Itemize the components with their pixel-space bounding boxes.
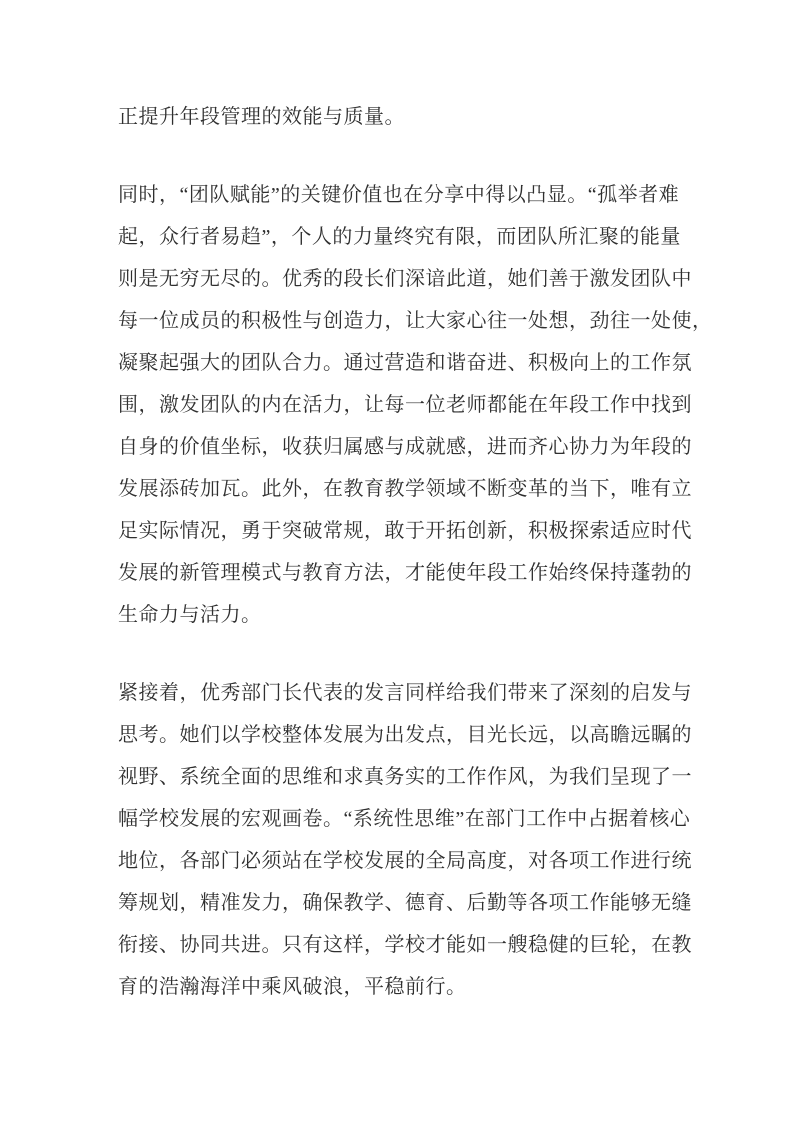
- text-line: 凝聚起强大的团队合力。通过营造和谐奋进、积极向上的工作氛: [118, 352, 692, 374]
- text-line: 发展的新管理模式与教育方法，才能使年段工作始终保持蓬勃的: [118, 562, 692, 584]
- text-line: 同时，“团队赋能”的关键价值也在分享中得以凸显。“孤举者难: [118, 184, 680, 206]
- text-line: 紧接着，优秀部门长代表的发言同样给我们带来了深刻的启发与: [118, 682, 692, 704]
- paragraph-3: [118, 672, 692, 1008]
- text-line: 筹规划，精准发力，确保教学、德育、后勤等各项工作能够无缝: [118, 892, 692, 914]
- text-line: 发展添砖加瓦。此外，在教育教学领域不断变革的当下，唯有立: [118, 478, 692, 500]
- text-line: 起，众行者易趋”，个人的力量终究有限，而团队所汇聚的能量: [118, 226, 681, 248]
- text-line: 足实际情况，勇于突破常规，敢于开拓创新，积极探索适应时代: [118, 520, 692, 542]
- text-line: 每一位成员的积极性与创造力，让大家心往一处想，劲往一处使，: [118, 310, 713, 332]
- text-line: 自身的价值坐标，收获归属感与成就感，进而齐心协力为年段的: [118, 436, 692, 458]
- text-line: 视野、系统全面的思维和求真务实的工作作风，为我们呈现了一: [118, 766, 692, 788]
- paragraph-2: [118, 174, 713, 636]
- text-line: 正提升年段管理的效能与质量。: [118, 106, 405, 128]
- paragraph-1: [118, 96, 675, 138]
- text-line: 衔接、协同共进。只有这样，学校才能如一艘稳健的巨轮，在教: [118, 934, 692, 956]
- text-line: 育的浩瀚海洋中乘风破浪，平稳前行。: [118, 976, 467, 998]
- text-line: 生命力与活力。: [118, 604, 262, 626]
- text-line: 思考。她们以学校整体发展为出发点，目光长远，以高瞻远瞩的: [118, 724, 692, 746]
- text-line: 则是无穷无尽的。优秀的段长们深谙此道，她们善于激发团队中: [118, 268, 692, 290]
- text-line: 幅学校发展的宏观画卷。“系统性思维”在部门工作中占据着核心: [118, 808, 691, 830]
- text-line: 地位，各部门必须站在学校发展的全局高度，对各项工作进行统: [118, 850, 692, 872]
- text-line: 围，激发团队的内在活力，让每一位老师都能在年段工作中找到: [118, 394, 692, 416]
